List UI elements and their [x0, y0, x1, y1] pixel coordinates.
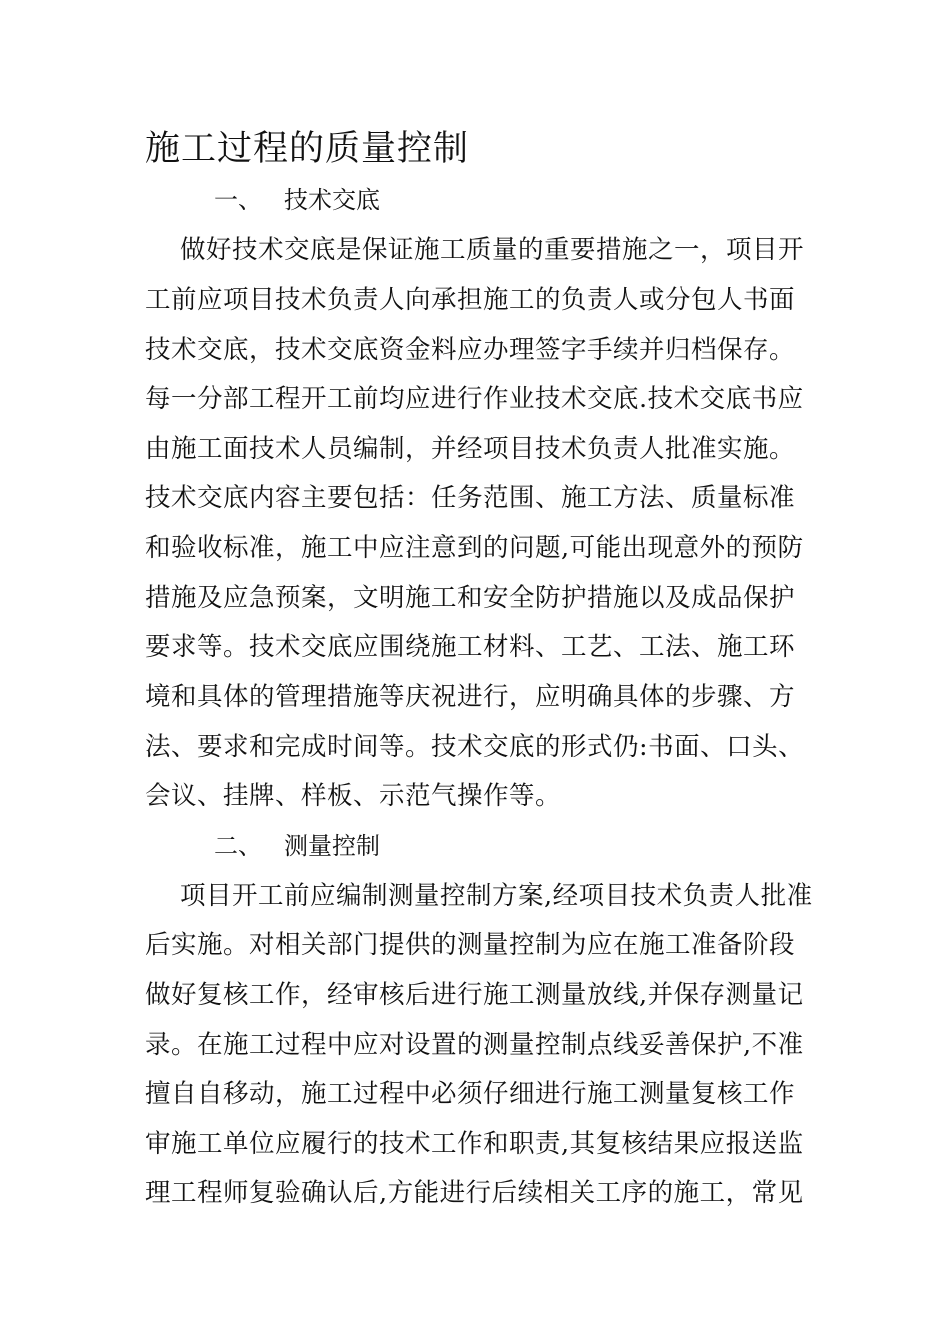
paragraph-line: 措施及应急预案，文明施工和安全防护措施以及成品保护 — [145, 583, 796, 613]
paragraph-line: 每一分部工程开工前均应进行作业技术交底.技术交底书应 — [145, 384, 804, 414]
paragraph-line: 和验收标准，施工中应注意到的问题,可能出现意外的预防 — [145, 533, 804, 563]
paragraph-line: 会议、挂牌、样板、示范气操作等。 — [145, 781, 562, 811]
document-title: 施工过程的质量控制 — [145, 129, 470, 169]
paragraph-line: 工前应项目技术负责人向承担施工的负责人或分包人书面 — [145, 285, 796, 315]
paragraph-line: 境和具体的管理措施等庆祝进行，应明确具体的步骤、方 — [145, 682, 796, 712]
paragraph-line: 后实施。对相关部门提供的测量控制为应在施工准备阶段 — [145, 930, 796, 960]
paragraph-line: 法、要求和完成时间等。技术交底的形式仍:书面、口头、 — [145, 732, 805, 762]
section-heading-technical-briefing — [214, 183, 380, 217]
paragraph-line: 要求等。技术交底应围绕施工材料、工艺、工法、施工环 — [145, 632, 796, 662]
section-title: 技术交底 — [284, 186, 380, 214]
paragraph-line: 理工程师复验确认后,方能进行后续相关工序的施工，常见 — [145, 1178, 804, 1208]
paragraph-line: 审施工单位应履行的技术工作和职责,其复核结果应报送监 — [145, 1129, 804, 1159]
paragraph-line: 擅自自移动，施工过程中必须仔细进行施工测量复核工作 — [145, 1079, 796, 1109]
paragraph-line: 做好技术交底是保证施工质量的重要措施之一，项目开 — [180, 235, 805, 265]
paragraph-line: 做好复核工作，经审核后进行施工测量放线,并保存测量记 — [145, 980, 804, 1010]
paragraph-line: 技术交底内容主要包括：任务范围、施工方法、质量标准 — [145, 483, 796, 513]
section-title: 测量控制 — [284, 832, 380, 860]
paragraph-line: 由施工面技术人员编制，并经项目技术负责人批准实施。 — [145, 434, 796, 464]
section-number: 二、 — [214, 832, 262, 860]
paragraph-line: 项目开工前应编制测量控制方案,经项目技术负责人批准 — [180, 881, 813, 911]
section-heading-survey-control — [214, 829, 380, 863]
section-number: 一、 — [214, 186, 262, 214]
paragraph-line: 录。在施工过程中应对设置的测量控制点线妥善保护,不准 — [145, 1030, 804, 1060]
paragraph-line: 技术交底，技术交底资金料应办理签字手续并归档保存。 — [145, 335, 796, 365]
